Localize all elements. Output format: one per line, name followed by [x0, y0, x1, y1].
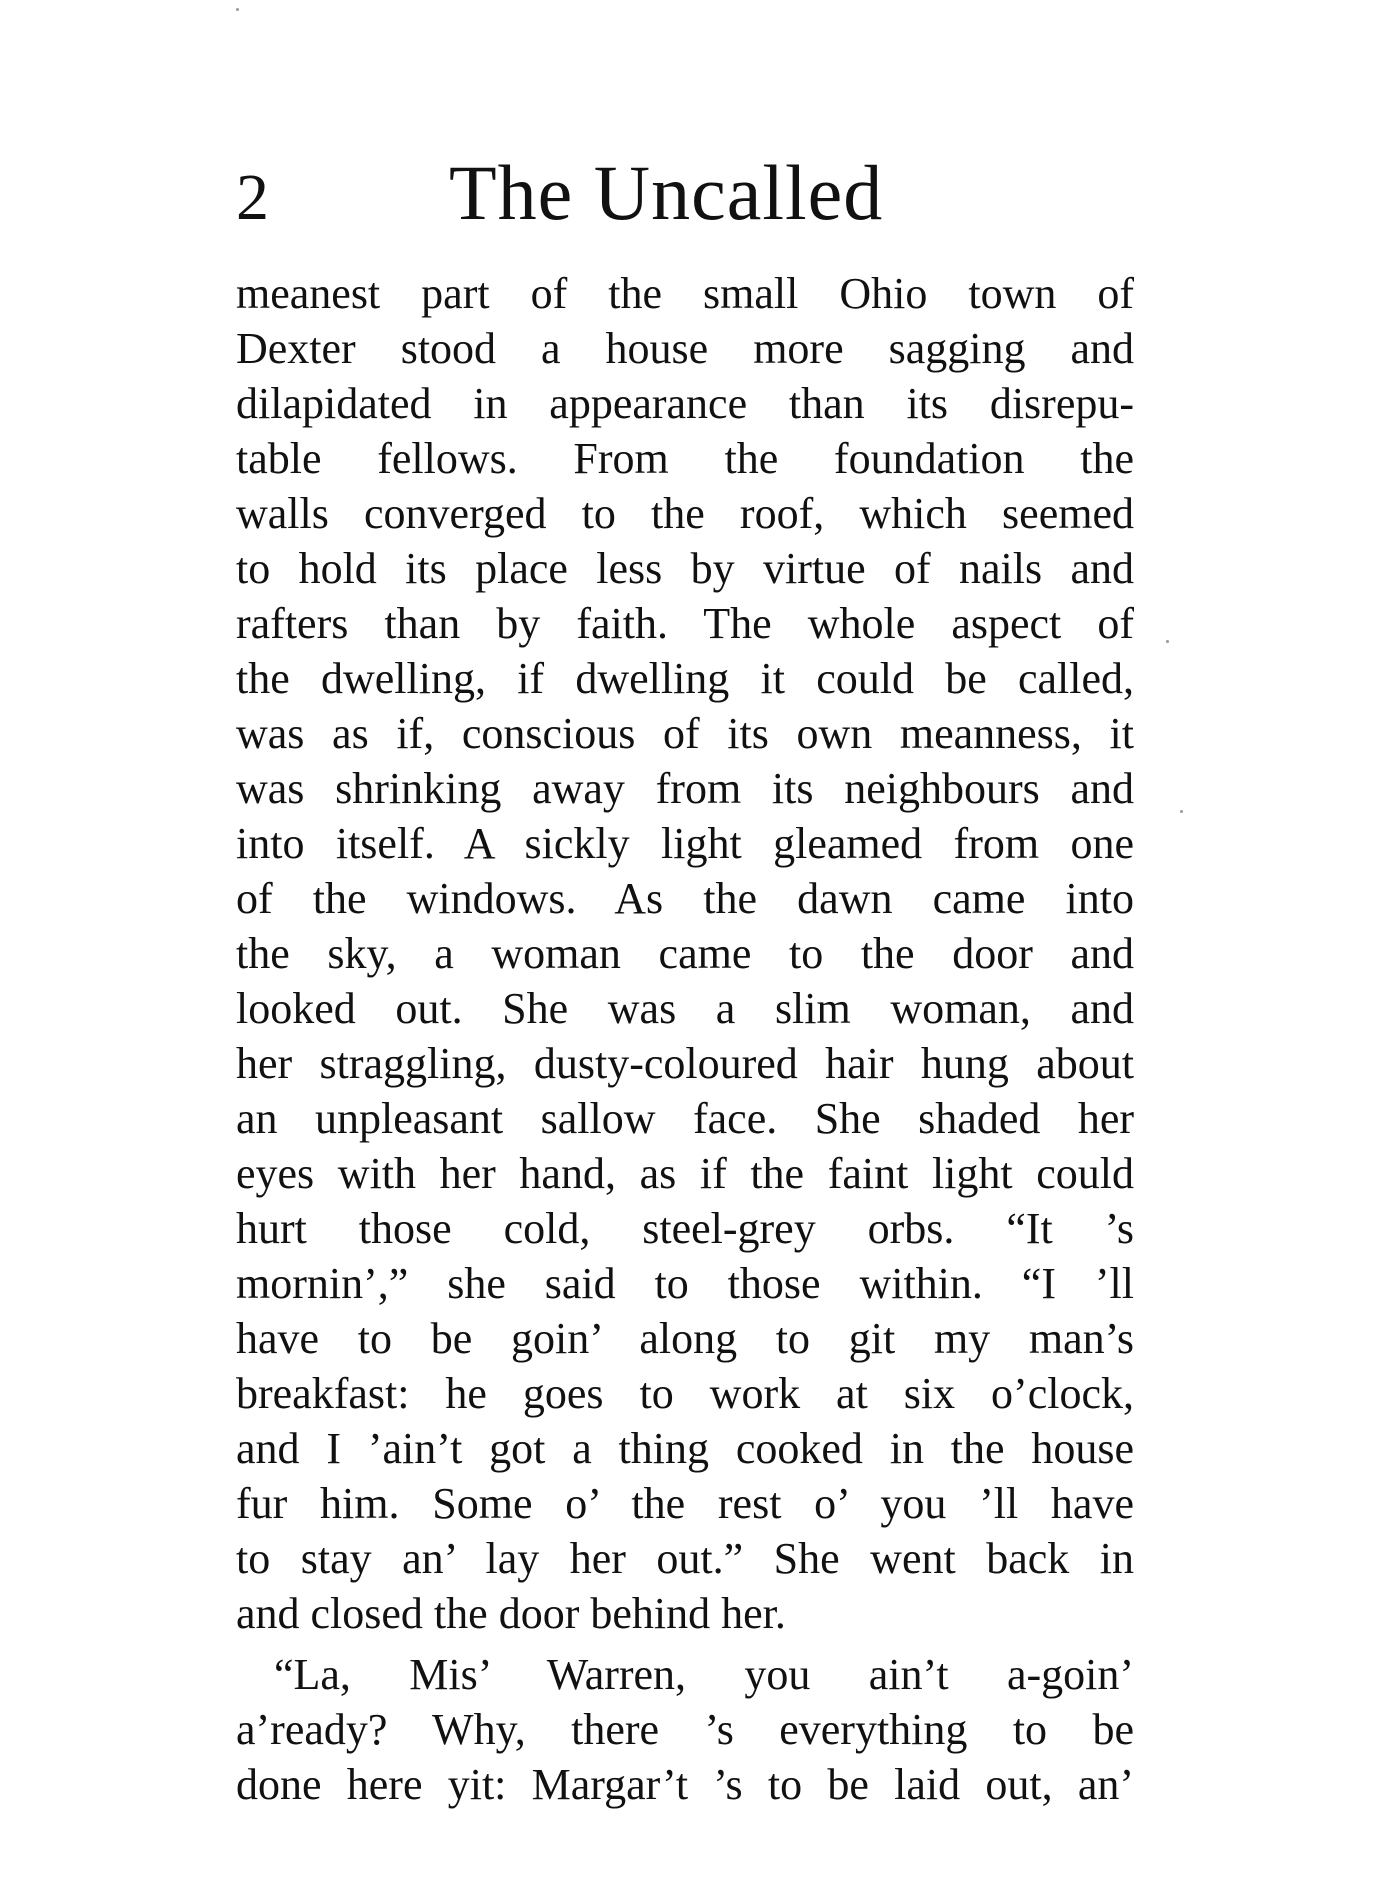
text-line: the dwelling, if dwelling it could be called,	[236, 654, 1134, 703]
running-title: The Uncalled	[449, 149, 884, 236]
text-line: a’ready? Why, there ’s everything to be	[236, 1705, 1134, 1754]
text-line: breakfast: he goes to work at six o’clock,	[236, 1369, 1134, 1418]
text-line: “La, Mis’ Warren, you ain’t a-goin’	[274, 1650, 1134, 1699]
text-line: hurt those cold, steel-grey orbs. “It ’s	[236, 1204, 1134, 1253]
ink-speck	[236, 8, 239, 11]
text-line: into itself. A sickly light gleamed from one	[236, 819, 1134, 868]
page-number: 2	[236, 161, 269, 234]
text-line: mornin’,” she said to those within. “I ’ll	[236, 1259, 1134, 1308]
text-line: Dexter stood a house more sagging and	[236, 324, 1134, 373]
text-line: and closed the door behind her.	[236, 1589, 786, 1638]
text-line: done here yit: Margar’t ’s to be laid out, an’	[236, 1760, 1134, 1809]
ink-speck	[1180, 810, 1183, 813]
page-header	[236, 150, 1116, 240]
body-text	[236, 266, 1134, 1812]
text-line: looked out. She was a slim woman, and	[236, 984, 1134, 1033]
text-line: the sky, a woman came to the door and	[236, 929, 1134, 978]
text-line: walls converged to the roof, which seemed	[236, 489, 1134, 538]
text-line: to stay an’ lay her out.” She went back in	[236, 1534, 1134, 1583]
text-line: was as if, conscious of its own meanness, it	[236, 709, 1134, 758]
text-line: and I ’ain’t got a thing cooked in the house	[236, 1424, 1134, 1473]
text-line: meanest part of the small Ohio town of	[236, 269, 1134, 318]
text-line: table fellows. From the foundation the	[236, 434, 1134, 483]
text-line: fur him. Some o’ the rest o’ you ’ll have	[236, 1479, 1134, 1528]
text-line: to hold its place less by virtue of nails and	[236, 544, 1134, 593]
text-line: of the windows. As the dawn came into	[236, 874, 1134, 923]
text-line: was shrinking away from its neighbours and	[236, 764, 1134, 813]
text-line: rafters than by faith. The whole aspect of	[236, 599, 1134, 648]
text-line: her straggling, dusty-coloured hair hung about	[236, 1039, 1134, 1088]
text-line: an unpleasant sallow face. She shaded her	[236, 1094, 1134, 1143]
text-line: eyes with her hand, as if the faint light could	[236, 1149, 1134, 1198]
ink-speck	[1166, 640, 1169, 643]
text-line: have to be goin’ along to git my man’s	[236, 1314, 1134, 1363]
text-line: dilapidated in appearance than its disrepu-	[236, 379, 1134, 428]
